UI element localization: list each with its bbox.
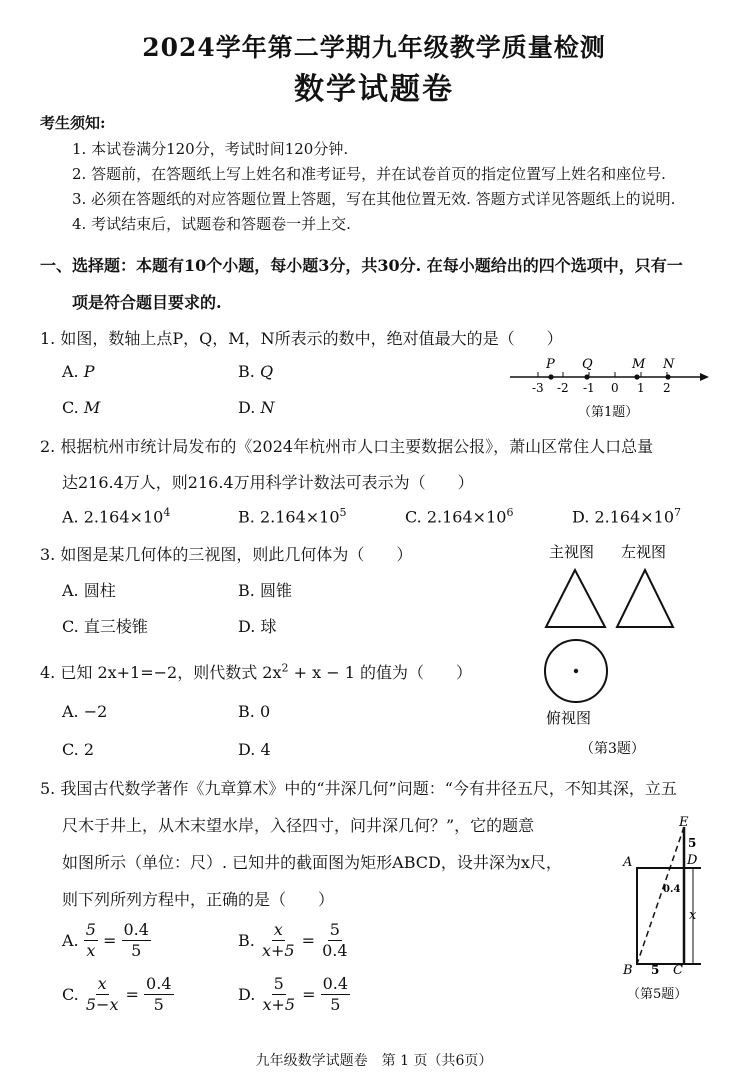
point-q-label: Q — [582, 357, 593, 372]
q3-option-b: B. 圆锥 — [238, 581, 292, 600]
point-n-dot — [665, 374, 670, 379]
q1-option-c: C. M — [62, 398, 101, 417]
q1-option-d: D. N — [238, 398, 275, 417]
q4-stem: 4. 已知 2x+1=−2，则代数式 $2x^2 + x - 1$ 的值为（ ） — [40, 661, 472, 682]
q5-option-d: D. $\frac{5}{x+5}$ = $\frac{0.4}{5}$ — [238, 974, 349, 1014]
notice-item-3: 3. 必须在答题纸的对应答题位置上答题，写在其他位置无效. 答题方式详见答题纸上的说明. — [72, 190, 676, 208]
q3-figure-caption: （第3题） — [580, 741, 645, 757]
q5-stem-line1: 5. 我国古代数学著作《九章算术》中的“井深几何”问题：“今有井径五尺，不知其深，立五 — [40, 779, 677, 798]
q1-figure-caption: （第1题） — [578, 405, 639, 420]
tick-label: -2 — [557, 381, 569, 395]
q4-option-b: B. 0 — [238, 702, 271, 721]
dim-pole-above: 5 — [688, 836, 697, 850]
exam-subtitle: 数学试题卷 — [294, 72, 454, 107]
tick-label: 2 — [663, 381, 671, 395]
q4-option-c: C. 2 — [62, 740, 95, 759]
label-c: C — [673, 963, 683, 978]
q3-three-views-figure — [535, 540, 715, 765]
tick-label: 0 — [611, 381, 619, 395]
q5-stem-line3: 如图所示（单位：尺）. 已知井的截面图为矩形ABCD，设井深为x尺， — [62, 853, 562, 872]
q3-stem: 3. 如图是某几何体的三视图，则此几何体为（ ） — [40, 545, 413, 564]
q1-stem: 1. 如图，数轴上点P，Q，M，N所表示的数中，绝对值最大的是（ ） — [40, 329, 563, 348]
point-m-dot — [634, 374, 639, 379]
q5-option-b: B. $\frac{x}{x+5}$ = $\frac{5}{0.4}$ — [238, 920, 348, 960]
q1-number-line-figure — [505, 350, 715, 425]
front-view-label: 主视图 — [549, 543, 595, 561]
label-d: D — [687, 853, 698, 868]
tick-label: 1 — [637, 381, 645, 395]
side-view-triangle — [617, 570, 673, 627]
q5-option-a: A. $\frac{5}{x}$ = $\frac{0.4}{5}$ — [62, 920, 149, 960]
dim-bottom-width: 5 — [651, 963, 660, 977]
q5-option-c: C. $\frac{x}{5-x}$ = $\frac{0.4}{5}$ — [62, 974, 172, 1014]
notice-item-2: 2. 答题前，在答题纸上写上姓名和准考证号，并在试卷首页的指定位置写上姓名和座位号. — [72, 165, 666, 183]
point-q-dot — [584, 374, 589, 379]
dim-inner-gap: 0.4 — [663, 884, 681, 895]
point-m-label: M — [632, 357, 646, 372]
top-view-center-dot — [574, 669, 578, 673]
side-view-label: 左视图 — [621, 543, 667, 561]
q5-figure-caption: （第5题） — [627, 987, 688, 1002]
notice-heading: 考生须知: — [40, 114, 106, 132]
section-heading-line2: 项是符合题目要求的. — [72, 293, 222, 312]
label-b: B — [623, 963, 633, 978]
q4-option-a: A. −2 — [62, 702, 108, 721]
q3-option-d: D. 球 — [238, 617, 277, 636]
q3-option-a: A. 圆柱 — [62, 581, 116, 600]
q3-option-c: C. 直三棱锥 — [62, 617, 148, 636]
q5-well-figure — [615, 812, 730, 1007]
front-view-triangle — [546, 570, 605, 627]
q1-option-b: B. Q — [238, 362, 274, 381]
q1-option-a: A. P — [62, 362, 95, 381]
q5-stem-line4: 则下列所列方程中，正确的是（ ） — [62, 890, 335, 909]
exam-title: 2024学年第二学期九年级教学质量检测 — [142, 33, 606, 62]
notice-item-1: 1. 本试卷满分120分，考试时间120分钟. — [72, 140, 349, 158]
dim-depth-x: x — [689, 908, 697, 923]
q2-option-a: A. $2.164\times 10^4$ — [62, 506, 171, 527]
q2-stem-line2: 达216.4万人，则216.4万用科学计数法可表示为（ ） — [62, 473, 474, 492]
well-rectangle-abcd — [637, 868, 684, 964]
q5-stem-line2: 尺木于井上，从木末望水岸，入径四寸，问井深几何？”，它的题意 — [62, 816, 535, 835]
number-line-arrow — [700, 373, 709, 381]
q2-option-d: D. $2.164\times 10^7$ — [572, 506, 682, 527]
section-heading-line1: 一、选择题：本题有10个小题，每小题3分，共30分. 在每小题给出的四个选项中，只有一 — [40, 256, 683, 275]
q4-option-d: D. 4 — [238, 740, 271, 759]
point-p-label: P — [546, 357, 555, 372]
point-p-dot — [548, 374, 553, 379]
label-e: E — [679, 815, 689, 830]
q2-option-b: B. $2.164\times 10^5$ — [238, 506, 347, 527]
q2-option-c: C. $2.164\times 10^6$ — [405, 506, 514, 527]
tick-label: -1 — [583, 381, 595, 395]
sight-line-eb — [637, 827, 684, 964]
label-a: A — [623, 855, 633, 870]
notice-item-4: 4. 考试结束后，试题卷和答题卷一并上交. — [72, 215, 351, 233]
point-n-label: N — [663, 357, 675, 372]
page-footer: 九年级数学试题卷 第 1 页（共6页） — [255, 1053, 493, 1069]
q2-stem-line1: 2. 根据杭州市统计局发布的《2024年杭州市人口主要数据公报》，萧山区常住人口总量 — [40, 437, 654, 456]
tick-label: -3 — [532, 381, 544, 395]
top-view-label: 俯视图 — [546, 709, 592, 727]
